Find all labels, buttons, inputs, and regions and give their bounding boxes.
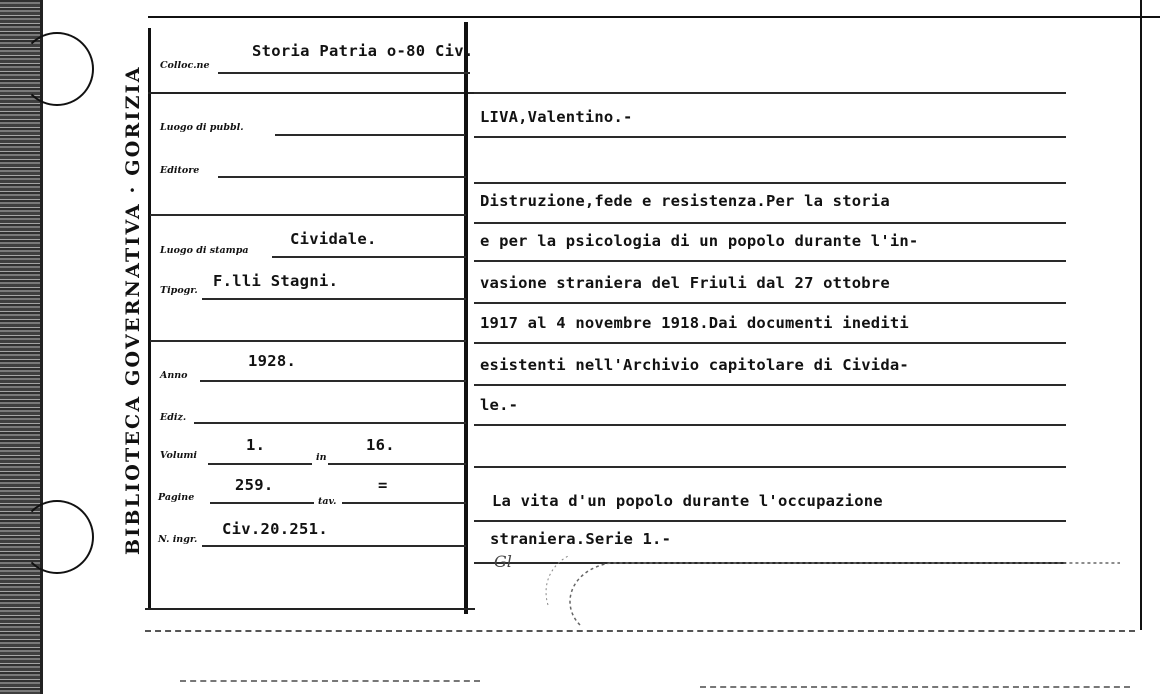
library-stamp: BIBLIOTECA GOVERNATIVA · GORIZIA <box>122 65 144 555</box>
right-rule-1 <box>474 136 1066 138</box>
ediz-label: Ediz. <box>160 412 187 423</box>
series-line-1: La vita d'un popolo durante l'occupazione <box>492 492 883 510</box>
right-rule-5 <box>474 302 1066 304</box>
right-rule-2 <box>474 182 1066 184</box>
pagine-value: 259. <box>235 476 274 494</box>
right-rule-6 <box>474 342 1066 344</box>
luogo-pubbl-rule <box>275 134 465 136</box>
right-rule-9 <box>474 466 1066 468</box>
pagine-rule <box>210 502 314 504</box>
tav-value: = <box>378 476 388 494</box>
n-ingr-value: Civ.20.251. <box>222 520 328 538</box>
title-line-6: le.- <box>480 396 519 414</box>
tav-rule <box>342 502 466 504</box>
anno-label: Anno <box>160 370 188 381</box>
luogo-stampa-value: Cividale. <box>290 230 377 248</box>
blank-rule-2 <box>150 340 466 342</box>
card-top-border <box>148 16 1160 18</box>
handwritten-mark: Gl <box>494 552 512 571</box>
ediz-rule <box>194 422 466 424</box>
binding-strip <box>0 0 40 694</box>
luogo-stampa-label: Luogo di stampa <box>160 245 249 256</box>
series-line-2: straniera.Serie 1.- <box>490 530 672 548</box>
card-bottom-left <box>145 608 475 610</box>
center-divider <box>464 22 468 614</box>
luogo-pubbl-label: Luogo di pubbl. <box>160 122 244 133</box>
scan-noise-line-1 <box>180 680 480 682</box>
collocazione-value: Storia Patria o-80 Civ. <box>252 42 474 60</box>
formato-rule <box>328 463 466 465</box>
card-curl-artifact <box>540 545 1140 635</box>
n-ingr-label: N. ingr. <box>158 534 198 545</box>
anno-value: 1928. <box>248 352 297 370</box>
tipografia-rule <box>202 298 466 300</box>
blank-rule-1 <box>150 214 466 216</box>
card-left-border <box>148 28 151 610</box>
volumi-label: Volumi <box>160 450 198 461</box>
right-rule-4 <box>474 260 1066 262</box>
title-line-1: Distruzione,fede e resistenza.Per la storia <box>480 192 890 210</box>
title-line-4: 1917 al 4 novembre 1918.Dai documenti inediti <box>480 314 909 332</box>
editore-rule <box>218 176 466 178</box>
scan-noise-line-2 <box>700 686 1130 688</box>
punch-hole-bottom <box>20 500 94 574</box>
right-rule-0 <box>474 92 1066 94</box>
n-ingr-rule <box>202 545 466 547</box>
right-rule-8 <box>474 424 1066 426</box>
pagine-label: Pagine <box>158 492 195 503</box>
title-line-5: esistenti nell'Archivio capitolare di Cividа- <box>480 356 909 374</box>
title-line-2: e per la psicologia di un popolo durante l'in- <box>480 232 919 250</box>
luogo-stampa-rule <box>272 256 466 258</box>
tav-label: tav. <box>318 496 337 507</box>
author-heading: LIVA,Valentino.- <box>480 108 633 126</box>
header-divider <box>148 92 474 94</box>
right-rule-7 <box>474 384 1066 386</box>
editore-label: Editore <box>160 165 200 176</box>
punch-hole-top <box>20 32 94 106</box>
right-rule-3 <box>474 222 1066 224</box>
volumi-rule <box>208 463 312 465</box>
anno-rule <box>200 380 466 382</box>
binding-edge <box>40 0 43 694</box>
collocazione-rule <box>218 72 470 74</box>
volumi-value: 1. <box>246 436 266 454</box>
card-right-border <box>1140 0 1142 630</box>
formato-value: 16. <box>366 436 395 454</box>
in-label: in <box>316 452 327 463</box>
tipografia-value: F.lli Stagni. <box>213 272 339 290</box>
right-rule-10 <box>474 520 1066 522</box>
tipografia-label: Tipogr. <box>160 285 198 296</box>
collocazione-label: Colloc.ne <box>160 60 210 71</box>
title-line-3: vasione straniera del Friuli dal 27 ottobre <box>480 274 890 292</box>
